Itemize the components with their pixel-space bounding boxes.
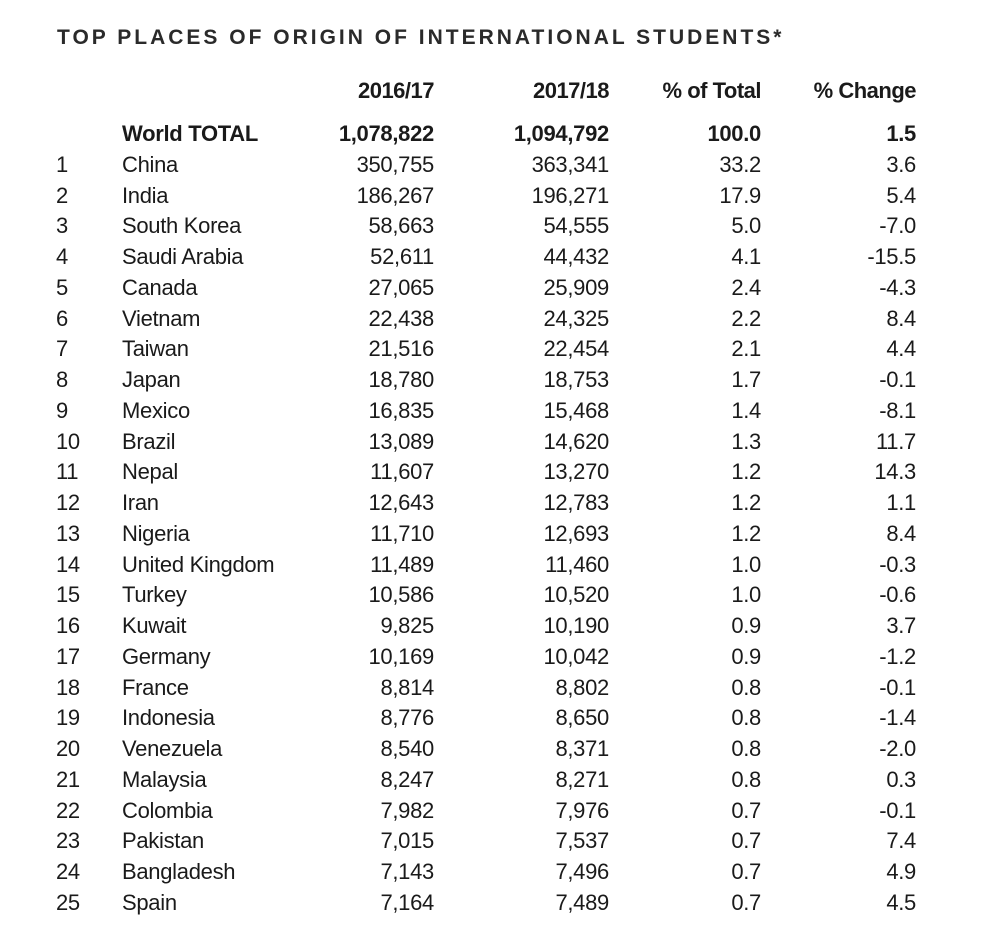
- table-row: [0, 427, 1000, 458]
- country-cell: Venezuela: [122, 736, 223, 761]
- value-2016-17-cell: 7,015: [380, 828, 434, 854]
- pct-total-cell: 17.9: [719, 182, 761, 208]
- table-row: [0, 734, 1000, 765]
- total-country-cell: World TOTAL: [122, 121, 259, 146]
- country-cell: Pakistan: [122, 828, 204, 854]
- table-row: [0, 334, 1000, 365]
- value-2016-17-cell: 11,489: [370, 551, 434, 577]
- pct-change-cell: -1.4: [879, 705, 916, 731]
- value-2017-18-cell: 10,190: [543, 613, 609, 638]
- rank-cell: 3: [56, 213, 68, 239]
- table-row: [0, 519, 1000, 550]
- value-2016-17-cell: 8,247: [380, 766, 434, 792]
- value-2016-17-cell: 13,089: [368, 428, 434, 454]
- pct-total-cell: 2.4: [731, 274, 761, 300]
- pct-total-cell: 1.0: [731, 551, 761, 577]
- rank-cell: 8: [56, 367, 68, 392]
- pct-change-cell: 14.3: [874, 459, 916, 485]
- column-header-pct-total: % of Total: [662, 78, 761, 103]
- pct-change-cell: -1.2: [879, 643, 916, 669]
- pct-change-cell: -2.0: [879, 736, 916, 761]
- pct-change-cell: -8.1: [879, 397, 916, 423]
- pct-total-cell: 0.8: [731, 705, 761, 731]
- rank-cell: 17: [56, 643, 80, 669]
- country-cell: Taiwan: [122, 336, 189, 362]
- pct-total-cell: 0.8: [731, 766, 761, 792]
- rank-cell: 14: [56, 551, 80, 577]
- pct-total-cell: 0.7: [731, 797, 761, 823]
- rank-cell: 25: [56, 889, 80, 915]
- table-row: [0, 488, 1000, 519]
- pct-change-cell: -0.3: [879, 551, 916, 577]
- value-2017-18-cell: 11,460: [545, 551, 609, 577]
- country-cell: Nigeria: [122, 520, 190, 546]
- value-2016-17-cell: 11,607: [370, 459, 434, 485]
- pct-change-cell: -7.0: [879, 213, 916, 239]
- value-2017-18-cell: 8,802: [555, 674, 609, 700]
- pct-total-cell: 0.9: [731, 613, 761, 638]
- pct-change-cell: 5.4: [886, 182, 916, 208]
- pct-change-cell: 8.4: [886, 305, 916, 331]
- country-cell: Colombia: [122, 797, 213, 823]
- value-2016-17-cell: 7,164: [380, 889, 434, 915]
- value-2017-18-cell: 8,650: [555, 705, 609, 731]
- pct-change-cell: -0.1: [879, 674, 916, 700]
- country-cell: Bangladesh: [122, 859, 236, 884]
- table-row: [0, 150, 1000, 181]
- table-row: [0, 273, 1000, 304]
- value-2017-18-cell: 54,555: [543, 213, 609, 239]
- total-pct-total-cell: 100.0: [707, 121, 761, 146]
- pct-change-cell: 4.5: [886, 889, 916, 915]
- pct-change-cell: -0.6: [879, 582, 916, 608]
- value-2016-17-cell: 11,710: [370, 520, 434, 546]
- country-cell: Canada: [122, 274, 198, 300]
- value-2016-17-cell: 27,065: [368, 274, 434, 300]
- pct-change-cell: 8.4: [886, 520, 916, 546]
- pct-total-cell: 0.8: [731, 674, 761, 700]
- value-2016-17-cell: 8,540: [380, 736, 434, 761]
- value-2017-18-cell: 12,693: [543, 520, 609, 546]
- value-2016-17-cell: 186,267: [356, 182, 434, 208]
- value-2016-17-cell: 52,611: [370, 244, 434, 269]
- value-2017-18-cell: 10,520: [543, 582, 609, 608]
- table-row: [0, 611, 1000, 642]
- total-2017-18-cell: 1,094,792: [513, 121, 609, 146]
- pct-change-cell: -15.5: [867, 244, 916, 269]
- pct-total-cell: 33.2: [719, 151, 761, 177]
- column-header-2016-17: 2016/17: [357, 78, 434, 103]
- value-2017-18-cell: 18,753: [543, 367, 609, 392]
- country-cell: Vietnam: [122, 305, 201, 331]
- pct-total-cell: 1.3: [731, 428, 761, 454]
- value-2016-17-cell: 21,516: [368, 336, 434, 362]
- country-cell: Indonesia: [122, 705, 215, 731]
- country-cell: Malaysia: [122, 766, 207, 792]
- country-cell: Saudi Arabia: [122, 244, 244, 269]
- value-2017-18-cell: 7,537: [555, 828, 609, 854]
- value-2016-17-cell: 8,814: [380, 674, 434, 700]
- pct-total-cell: 1.2: [731, 520, 761, 546]
- value-2017-18-cell: 24,325: [543, 305, 609, 331]
- rank-cell: 20: [56, 736, 80, 761]
- total-pct-change-cell: 1.5: [886, 121, 916, 146]
- value-2016-17-cell: 18,780: [368, 367, 434, 392]
- country-cell: Iran: [122, 490, 159, 515]
- pct-total-cell: 1.4: [731, 397, 761, 423]
- value-2017-18-cell: 13,270: [543, 459, 609, 485]
- rank-cell: 9: [56, 397, 68, 423]
- rank-cell: 10: [56, 428, 80, 454]
- value-2016-17-cell: 350,755: [356, 151, 434, 177]
- country-cell: South Korea: [122, 213, 242, 239]
- value-2017-18-cell: 25,909: [543, 274, 609, 300]
- pct-change-cell: 3.6: [886, 151, 916, 177]
- table-row: [0, 304, 1000, 335]
- pct-change-cell: 0.3: [886, 766, 916, 792]
- rank-cell: 15: [56, 582, 80, 608]
- table-row: [0, 857, 1000, 888]
- country-cell: Turkey: [122, 582, 187, 608]
- table-body: [0, 119, 1000, 919]
- value-2017-18-cell: 196,271: [531, 182, 609, 208]
- table-row: [0, 365, 1000, 396]
- rank-cell: 24: [56, 859, 80, 884]
- table-row: [0, 211, 1000, 242]
- table-title: TOP PLACES OF ORIGIN OF INTERNATIONAL STUDENTS*: [57, 26, 785, 49]
- pct-change-cell: 11.7: [876, 428, 916, 454]
- rank-cell: 23: [56, 828, 80, 854]
- value-2017-18-cell: 10,042: [543, 643, 609, 669]
- pct-total-cell: 1.7: [731, 367, 761, 392]
- value-2017-18-cell: 7,976: [555, 797, 609, 823]
- value-2017-18-cell: 14,620: [543, 428, 609, 454]
- value-2016-17-cell: 7,143: [380, 859, 434, 884]
- rank-cell: 5: [56, 274, 68, 300]
- value-2016-17-cell: 10,169: [368, 643, 434, 669]
- pct-total-cell: 4.1: [731, 244, 761, 269]
- pct-change-cell: 1.1: [886, 490, 916, 515]
- value-2016-17-cell: 8,776: [380, 705, 434, 731]
- pct-change-cell: 7.4: [886, 828, 916, 854]
- country-cell: Mexico: [122, 397, 190, 423]
- pct-change-cell: 4.9: [886, 859, 916, 884]
- country-cell: France: [122, 674, 189, 700]
- pct-total-cell: 1.2: [731, 459, 761, 485]
- pct-total-cell: 1.2: [731, 490, 761, 515]
- value-2016-17-cell: 7,982: [380, 797, 434, 823]
- pct-total-cell: 0.7: [731, 828, 761, 854]
- value-2017-18-cell: 22,454: [543, 336, 609, 362]
- rank-cell: 13: [56, 520, 80, 546]
- table-row: [0, 580, 1000, 611]
- value-2017-18-cell: 363,341: [531, 151, 609, 177]
- value-2016-17-cell: 22,438: [368, 305, 434, 331]
- pct-total-cell: 0.7: [731, 859, 761, 884]
- table-row: [0, 826, 1000, 857]
- rank-cell: 18: [56, 674, 80, 700]
- pct-change-cell: -0.1: [879, 367, 916, 392]
- rank-cell: 12: [56, 490, 80, 515]
- pct-total-cell: 1.0: [731, 582, 761, 608]
- rank-cell: 7: [56, 336, 68, 362]
- table-row: [0, 796, 1000, 827]
- rank-cell: 22: [56, 797, 80, 823]
- table-row: [0, 765, 1000, 796]
- table-row: [0, 457, 1000, 488]
- table-row: [0, 550, 1000, 581]
- column-header-2017-18: 2017/18: [532, 78, 609, 103]
- country-cell: Spain: [122, 889, 177, 915]
- pct-total-cell: 0.8: [731, 736, 761, 761]
- pct-total-cell: 5.0: [731, 213, 761, 239]
- rank-cell: 16: [56, 613, 80, 638]
- rank-cell: 4: [56, 244, 68, 269]
- table-row: [0, 242, 1000, 273]
- value-2016-17-cell: 58,663: [368, 213, 434, 239]
- value-2016-17-cell: 12,643: [368, 490, 434, 515]
- rank-cell: 2: [56, 182, 68, 208]
- pct-change-cell: 4.4: [886, 336, 916, 362]
- value-2017-18-cell: 8,271: [555, 766, 609, 792]
- value-2017-18-cell: 44,432: [543, 244, 609, 269]
- total-row: [0, 119, 1000, 150]
- country-cell: China: [122, 151, 178, 177]
- table-row: [0, 181, 1000, 212]
- table-row: [0, 642, 1000, 673]
- pct-total-cell: 0.9: [731, 643, 761, 669]
- value-2017-18-cell: 15,468: [543, 397, 609, 423]
- value-2017-18-cell: 7,489: [555, 889, 609, 915]
- value-2016-17-cell: 16,835: [368, 397, 434, 423]
- country-cell: United Kingdom: [122, 551, 275, 577]
- table-row: [0, 703, 1000, 734]
- total-2016-17-cell: 1,078,822: [338, 121, 434, 146]
- country-cell: Germany: [122, 643, 211, 669]
- rank-cell: 21: [56, 766, 80, 792]
- value-2017-18-cell: 8,371: [555, 736, 609, 761]
- pct-total-cell: 2.1: [731, 336, 761, 362]
- country-cell: Nepal: [122, 459, 178, 485]
- table-header: [0, 78, 1000, 110]
- country-cell: Brazil: [122, 428, 176, 454]
- table-row: [0, 673, 1000, 704]
- value-2017-18-cell: 7,496: [555, 859, 609, 884]
- rank-cell: 1: [56, 151, 68, 177]
- value-2016-17-cell: 9,825: [380, 613, 434, 638]
- rank-cell: 11: [56, 459, 79, 485]
- pct-change-cell: -4.3: [879, 274, 916, 300]
- rank-cell: 6: [56, 305, 68, 331]
- pct-change-cell: -0.1: [879, 797, 916, 823]
- value-2016-17-cell: 10,586: [368, 582, 434, 608]
- value-2017-18-cell: 12,783: [543, 490, 609, 515]
- country-cell: Japan: [122, 367, 181, 392]
- pct-change-cell: 3.7: [886, 613, 916, 638]
- pct-total-cell: 0.7: [731, 889, 761, 915]
- column-header-pct-change: % Change: [813, 78, 916, 103]
- table-row: [0, 888, 1000, 919]
- country-cell: India: [122, 182, 169, 208]
- table-row: [0, 396, 1000, 427]
- country-cell: Kuwait: [122, 613, 187, 638]
- rank-cell: 19: [56, 705, 80, 731]
- pct-total-cell: 2.2: [731, 305, 761, 331]
